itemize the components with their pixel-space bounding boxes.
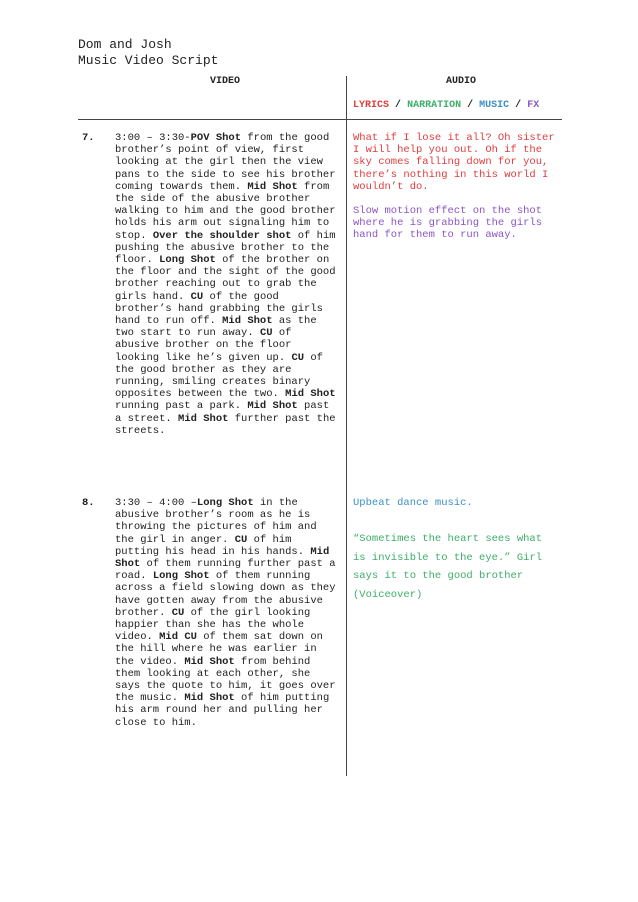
video-text: of the girl looking	[184, 606, 311, 619]
video-line	[115, 425, 341, 437]
video-line	[115, 570, 341, 582]
video-line	[115, 278, 341, 290]
video-line	[115, 205, 341, 217]
video-text: of them sat down on	[196, 631, 323, 644]
video-line	[115, 619, 341, 631]
video-text: looking like he’s given up.	[115, 351, 292, 364]
video-line	[115, 230, 341, 242]
video-line	[115, 376, 341, 388]
video-text: close to him.	[115, 716, 197, 729]
shot-type: Mid Shot	[285, 388, 336, 401]
video-text: from behind	[234, 655, 311, 668]
video-line	[115, 254, 341, 266]
video-line	[115, 413, 341, 425]
shot-type: Shot	[115, 558, 141, 571]
video-line	[115, 242, 341, 254]
video-line	[115, 291, 341, 303]
video-description	[115, 497, 341, 729]
video-text: pushing the abusive brother to the	[115, 241, 330, 254]
script-authors: Dom and Josh	[78, 37, 172, 52]
video-line	[115, 181, 341, 193]
video-text: across a field slowing down as they	[115, 582, 336, 595]
video-text: the girl in anger.	[115, 533, 235, 546]
shot-type: CU	[291, 351, 305, 364]
video-text: have gotten away from the abusive	[115, 594, 323, 607]
video-text: of him putting	[234, 692, 330, 705]
video-text: abusive brother on the floor	[115, 339, 292, 352]
video-text: holds his arm out signaling him to	[115, 217, 330, 230]
video-line	[115, 692, 341, 704]
video-text: a street.	[115, 412, 179, 425]
shot-type: Mid Shot	[184, 692, 235, 705]
video-text: putting his head in his hands.	[115, 545, 311, 558]
video-line	[115, 631, 341, 643]
video-text: brother reaching out to grab the	[115, 278, 317, 291]
video-line	[115, 339, 341, 351]
video-text: girls hand.	[115, 290, 191, 303]
video-text: brother’s point of view, first	[115, 144, 305, 157]
video-line	[115, 509, 341, 521]
audio-fx: Slow motion effect on the shot where he is grabbing the girls hand for them to run away.	[353, 205, 543, 242]
shot-type: Mid Shot	[222, 315, 273, 328]
video-line	[115, 521, 341, 533]
audio-legend	[353, 100, 539, 111]
video-text: coming towards them.	[115, 180, 248, 193]
video-text: the video.	[115, 655, 185, 668]
video-text: says the quote to him, it goes over	[115, 680, 336, 693]
video-line	[115, 607, 341, 619]
header-divider	[78, 119, 562, 120]
video-text: 3:30 – 4:00 –	[115, 497, 197, 509]
video-line	[115, 546, 341, 558]
column-divider	[346, 76, 347, 776]
video-text: the side of the abusive brother	[115, 193, 311, 206]
video-text: looking at the girl then the view	[115, 156, 323, 169]
video-text: the floor and the sight of the good	[115, 266, 336, 279]
video-text: walking to him and the good brother	[115, 205, 336, 218]
video-text: of them running further past a	[140, 558, 336, 571]
video-text: the good brother as they are	[115, 363, 292, 376]
video-text: streets.	[115, 424, 166, 437]
legend-separator: /	[515, 100, 522, 111]
video-line	[115, 704, 341, 716]
shot-type: Mid Shot	[247, 400, 298, 413]
video-line	[115, 156, 341, 168]
video-text: of the brother on	[215, 254, 330, 267]
video-line	[115, 388, 341, 400]
video-line	[115, 656, 341, 668]
video-text: his arm round her and pulling her	[115, 704, 323, 717]
shot-type: Long Shot	[196, 497, 254, 509]
video-column-heading: VIDEO	[210, 76, 241, 87]
scene-number: 7.	[82, 132, 95, 144]
video-line	[115, 364, 341, 376]
video-text: hand to run off.	[115, 315, 223, 328]
audio-narration: “Sometimes the heart sees what is invisible to the eye.” Girl says it to the good brother (Voiceover)	[353, 533, 543, 601]
legend-fx: FX	[527, 100, 540, 111]
video-line	[115, 193, 341, 205]
video-text: opposites between the two.	[115, 388, 286, 401]
shot-type: Long Shot	[152, 570, 210, 583]
video-line	[115, 217, 341, 229]
video-text: floor.	[115, 254, 160, 267]
video-line	[115, 352, 341, 364]
video-line	[115, 643, 341, 655]
video-text: video.	[115, 631, 160, 644]
video-line	[115, 668, 341, 680]
video-line	[115, 497, 341, 509]
shot-type: Long Shot	[159, 254, 216, 267]
audio-lyrics: What if I lose it all? Oh sister I will help you out. Oh if the sky comes falling down for you, there’s nothing in this world I wouldn’t do.	[353, 132, 555, 193]
video-text: pans to the side to see his brother	[115, 168, 336, 181]
video-line	[115, 266, 341, 278]
video-text: the music.	[115, 692, 185, 705]
video-text: 3:00 – 3:30-	[115, 132, 191, 144]
shot-type: Mid Shot	[184, 655, 235, 668]
script-header	[78, 37, 218, 69]
video-text: brother’s hand grabbing the girls	[115, 302, 323, 315]
video-text: past	[297, 400, 330, 413]
video-text: as the	[272, 315, 317, 328]
video-text: of	[272, 327, 292, 340]
shot-type: CU	[171, 606, 185, 619]
video-text: stop.	[115, 229, 153, 242]
scene-number: 8.	[82, 497, 95, 509]
legend-music: MUSIC	[479, 100, 510, 111]
shot-type: Mid Shot	[247, 180, 298, 193]
video-text: throwing the pictures of him and	[115, 521, 317, 534]
video-line	[115, 717, 341, 729]
legend-separator: /	[395, 100, 402, 111]
legend-separator: /	[467, 100, 474, 111]
shot-type: Mid	[310, 545, 330, 558]
video-text: running, smiling creates binary	[115, 376, 311, 389]
video-line	[115, 169, 341, 181]
video-text: the hill where he was earlier in	[115, 643, 317, 656]
shot-type: Mid CU	[159, 631, 197, 644]
video-text: two start to run away.	[115, 327, 260, 340]
video-text: in the	[253, 497, 298, 509]
shot-type: Mid Shot	[178, 412, 229, 425]
shot-type: Over the shoulder shot	[152, 229, 292, 242]
video-text: of him	[247, 533, 292, 546]
video-text: further past the	[228, 412, 336, 425]
shot-type: CU	[234, 533, 248, 546]
video-text: of the good	[203, 290, 279, 303]
video-line	[115, 327, 341, 339]
video-line	[115, 400, 341, 412]
video-description	[115, 132, 341, 437]
legend-narration: NARRATION	[407, 100, 462, 111]
video-text: abusive brother’s room as he is	[115, 509, 311, 522]
script-title: Music Video Script	[78, 53, 219, 68]
video-text: from the good	[241, 132, 330, 144]
legend-lyrics: LYRICS	[353, 100, 390, 111]
video-line	[115, 582, 341, 594]
audio-music: Upbeat dance music.	[353, 497, 473, 509]
video-line	[115, 132, 341, 144]
shot-type: CU	[259, 327, 273, 340]
video-text: brother.	[115, 606, 172, 619]
video-line	[115, 558, 341, 570]
video-text: of him	[291, 229, 336, 242]
audio-column-heading: AUDIO	[446, 76, 477, 87]
video-line	[115, 680, 341, 692]
video-text: road.	[115, 570, 153, 583]
video-line	[115, 534, 341, 546]
shot-type: CU	[190, 290, 204, 303]
video-line	[115, 144, 341, 156]
video-text: them looking at each other, she	[115, 667, 311, 680]
video-line	[115, 303, 341, 315]
video-text: of them running	[209, 570, 311, 583]
video-text: from	[297, 180, 330, 193]
video-text: happier than she has the whole	[115, 619, 305, 632]
video-text: running past a park.	[115, 400, 248, 413]
video-line	[115, 315, 341, 327]
video-line	[115, 595, 341, 607]
shot-type: POV Shot	[190, 132, 242, 144]
video-text: of	[304, 351, 323, 364]
